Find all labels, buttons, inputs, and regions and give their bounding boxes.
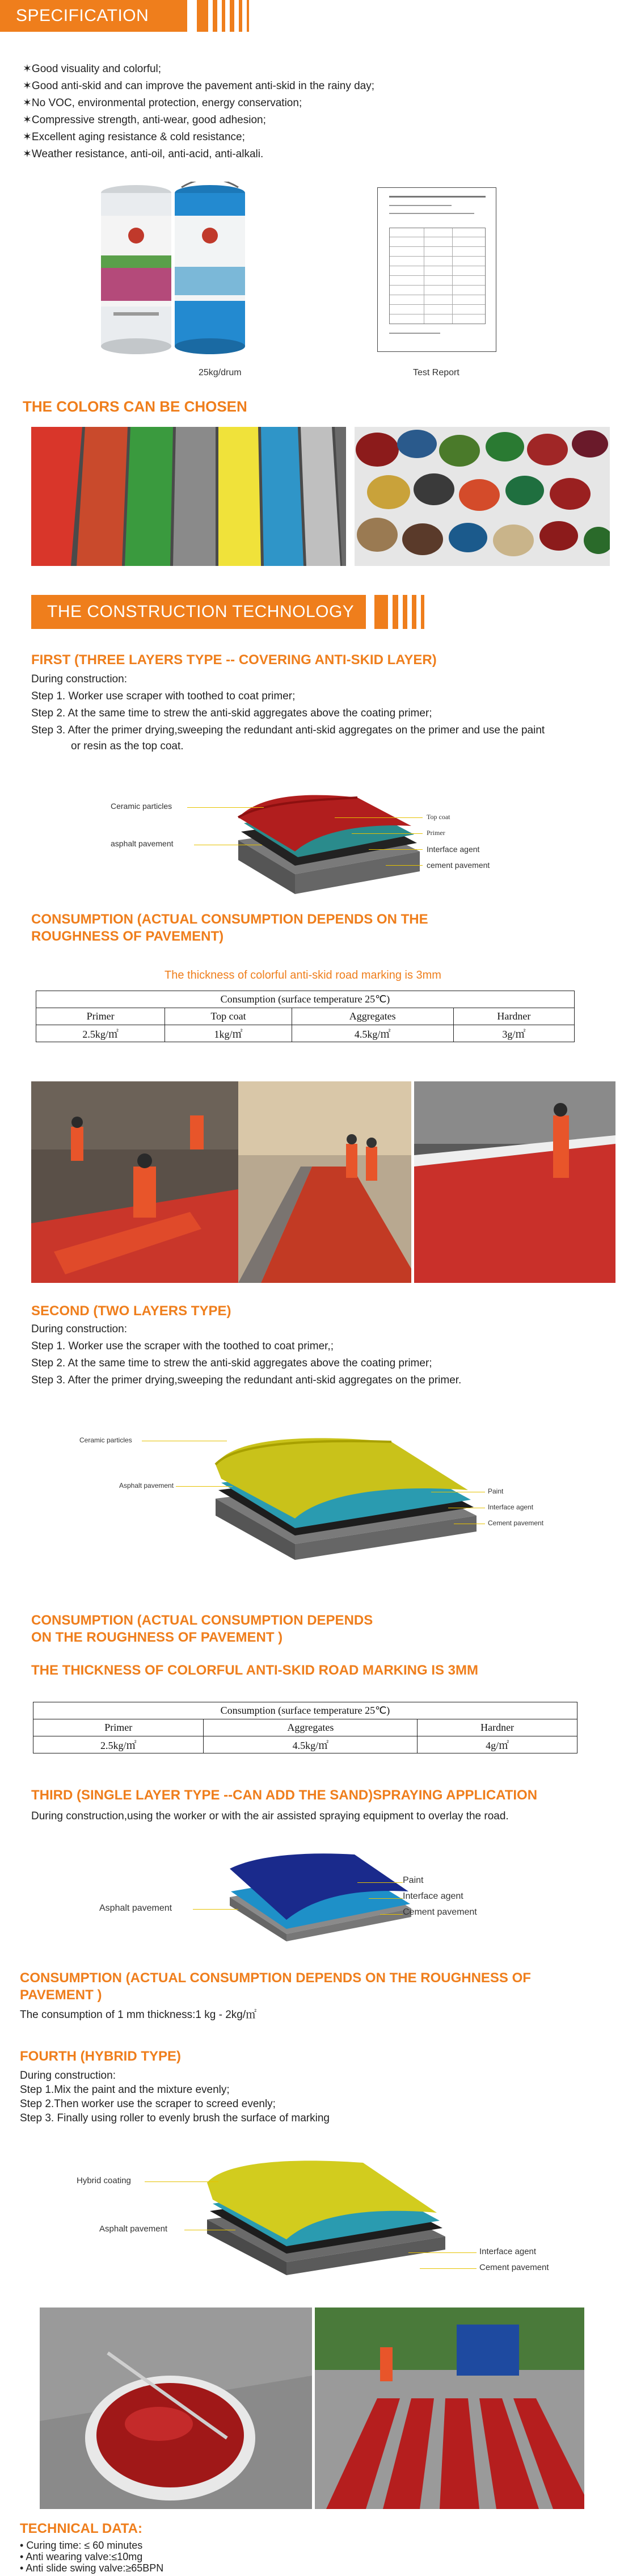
color-strips-image [31, 427, 346, 566]
second-consumption-heading: CONSUMPTION (ACTUAL CONSUMPTION DEPENDS ON THE ROUGHNESS OF PAVEMENT ) [31, 1613, 373, 1645]
paint-drums-image [96, 182, 250, 358]
label-cement-pavement: Cement pavement [488, 1519, 544, 1527]
fourth-line: Step 2.Then worker use the scraper to screed evenly; [20, 2098, 276, 2110]
spec-bullet: ✶Good anti-skid and can improve the pavement anti-skid in the rainy day; [23, 80, 375, 92]
construction-photo-red-lane [414, 1081, 615, 1283]
label-cement-pavement: cement pavement [427, 861, 490, 870]
table-cell: 2.5kg/㎡ [33, 1736, 204, 1753]
label-paint: Paint [488, 1487, 504, 1495]
label-asphalt-pavement: Asphalt pavement [99, 1903, 172, 1913]
spec-bullet: ✶Excellent aging resistance & cold resistance; [23, 131, 245, 143]
technical-item: • Anti wearing valve:≤10mg [20, 2551, 143, 2562]
technical-item: • Curing time: ≤ 60 minutes [20, 2540, 143, 2551]
first-line: Step 3. After the primer drying,sweeping the redundant anti-skid aggregates on the primer and use the paint [31, 724, 545, 736]
table-cell: 4g/㎡ [418, 1736, 577, 1753]
spec-bullet: ✶Good visuality and colorful; [23, 63, 162, 75]
label-hybrid-coating: Hybrid coating [77, 2176, 131, 2185]
table-cell: 3g/㎡ [453, 1025, 574, 1042]
label-top-coat: Top coat [427, 813, 450, 821]
table-cell: 1kg/㎡ [165, 1025, 292, 1042]
drum-caption: 25kg/drum [199, 368, 242, 377]
spec-bullet: ✶No VOC, environmental protection, energy conservation; [23, 97, 302, 109]
single-layer-diagram [224, 1852, 417, 1943]
table-cell: 4.5kg/㎡ [204, 1736, 418, 1753]
label-asphalt-pavement: asphalt pavement [111, 839, 174, 848]
table-header: Primer [33, 1719, 204, 1736]
label-paint: Paint [403, 1876, 424, 1885]
colors-title: THE COLORS CAN BE CHOSEN [23, 398, 247, 415]
second-line: During construction: [31, 1323, 127, 1335]
red-stripe-road-photo [315, 2308, 584, 2509]
table-header: Top coat [165, 1008, 292, 1025]
label-ceramic-particles: Ceramic particles [79, 1436, 132, 1444]
fourth-line: Step 1.Mix the paint and the mixture evenly; [20, 2084, 230, 2096]
technical-heading: TECHNICAL DATA: [20, 2521, 142, 2536]
construction-banner [31, 595, 366, 629]
spec-bullet: ✶Compressive strength, anti-wear, good adhesion; [23, 114, 266, 126]
paint-bucket-photo [40, 2308, 312, 2509]
second-heading: SECOND (TWO LAYERS TYPE) [31, 1303, 231, 1319]
test-report-image [377, 187, 496, 352]
table-header: Hardner [418, 1719, 577, 1736]
label-ceramic-particles: Ceramic particles [111, 802, 172, 811]
table-header: Hardner [453, 1008, 574, 1025]
construction-stripes [374, 595, 424, 629]
fourth-heading: FOURTH (HYBRID TYPE) [20, 2049, 181, 2064]
second-consumption-table [33, 1702, 577, 1753]
spec-bullet: ✶Weather resistance, anti-oil, anti-acid, anti-alkali. [23, 148, 264, 160]
specification-banner [0, 0, 187, 32]
first-thickness-note: The thickness of colorful anti-skid road marking is 3mm [165, 969, 441, 981]
two-layer-diagram [210, 1430, 499, 1561]
table-cell: 4.5kg/㎡ [292, 1025, 453, 1042]
specification-title: SPECIFICATION [16, 6, 149, 25]
label-cement-pavement: Cement pavement [403, 1907, 477, 1917]
third-consumption-line: The consumption of 1 mm thickness:1 kg - 2kg/㎡ [20, 2009, 257, 2021]
third-line: During construction,using the worker or with the air assisted spraying equipment to overlay the road. [31, 1810, 509, 1822]
technical-item: • Anti slide swing valve:≥65BPN [20, 2562, 164, 2574]
hybrid-layer-diagram [201, 2157, 468, 2276]
third-heading: THIRD (SINGLE LAYER TYPE --CAN ADD THE SAND)SPRAYING APPLICATION [31, 1788, 538, 1803]
three-layer-diagram [227, 789, 431, 897]
label-primer: Primer [427, 829, 445, 837]
report-caption: Test Report [413, 368, 459, 377]
first-consumption-table [36, 991, 575, 1042]
table-title: Consumption (surface temperature 25℃) [36, 991, 575, 1008]
construction-photo-workers [31, 1081, 238, 1283]
construction-photo-coating [238, 1081, 411, 1283]
table-header: Primer [36, 1008, 165, 1025]
second-line: Step 1. Worker use the scraper with the toothed to coat primer,; [31, 1340, 334, 1352]
label-interface-agent: Interface agent [488, 1503, 534, 1511]
first-line: During construction: [31, 673, 127, 685]
first-line: or resin as the top coat. [71, 740, 184, 752]
label-cement-pavement: Cement pavement [479, 2263, 549, 2272]
second-line: Step 2. At the same time to strew the anti-skid aggregates above the coating primer; [31, 1357, 432, 1369]
first-consumption-heading: CONSUMPTION (ACTUAL CONSUMPTION DEPENDS ON THE ROUGHNESS OF PAVEMENT) [31, 912, 428, 944]
third-consumption-heading: CONSUMPTION (ACTUAL CONSUMPTION DEPENDS ON THE ROUGHNESS OF PAVEMENT ) [20, 1970, 531, 2003]
specification-stripes [197, 0, 249, 32]
label-interface-agent: Interface agent [427, 845, 480, 854]
second-thickness-heading: THE THICKNESS OF COLORFUL ANTI-SKID ROAD MARKING IS 3MM [31, 1663, 478, 1678]
fourth-line: During construction: [20, 2070, 116, 2082]
construction-title: THE CONSTRUCTION TECHNOLOGY [47, 602, 355, 621]
label-interface-agent: Interface agent [479, 2247, 537, 2256]
first-heading: FIRST (THREE LAYERS TYPE -- COVERING ANTI-SKID LAYER) [31, 652, 437, 668]
label-asphalt-pavement: Asphalt pavement [119, 1482, 174, 1490]
first-line: Step 2. At the same time to strew the anti-skid aggregates above the coating primer; [31, 707, 432, 719]
table-cell: 2.5kg/㎡ [36, 1025, 165, 1042]
fourth-line: Step 3. Finally using roller to evenly brush the surface of marking [20, 2112, 330, 2124]
color-granules-image [355, 427, 610, 566]
table-title: Consumption (surface temperature 25℃) [33, 1702, 577, 1719]
label-interface-agent: Interface agent [403, 1891, 463, 1901]
table-header: Aggregates [292, 1008, 453, 1025]
table-header: Aggregates [204, 1719, 418, 1736]
label-asphalt-pavement: Asphalt pavement [99, 2224, 168, 2234]
first-line: Step 1. Worker use scraper with toothed to coat primer; [31, 690, 296, 702]
second-line: Step 3. After the primer drying,sweeping the redundant anti-skid aggregates on the primer. [31, 1374, 462, 1386]
